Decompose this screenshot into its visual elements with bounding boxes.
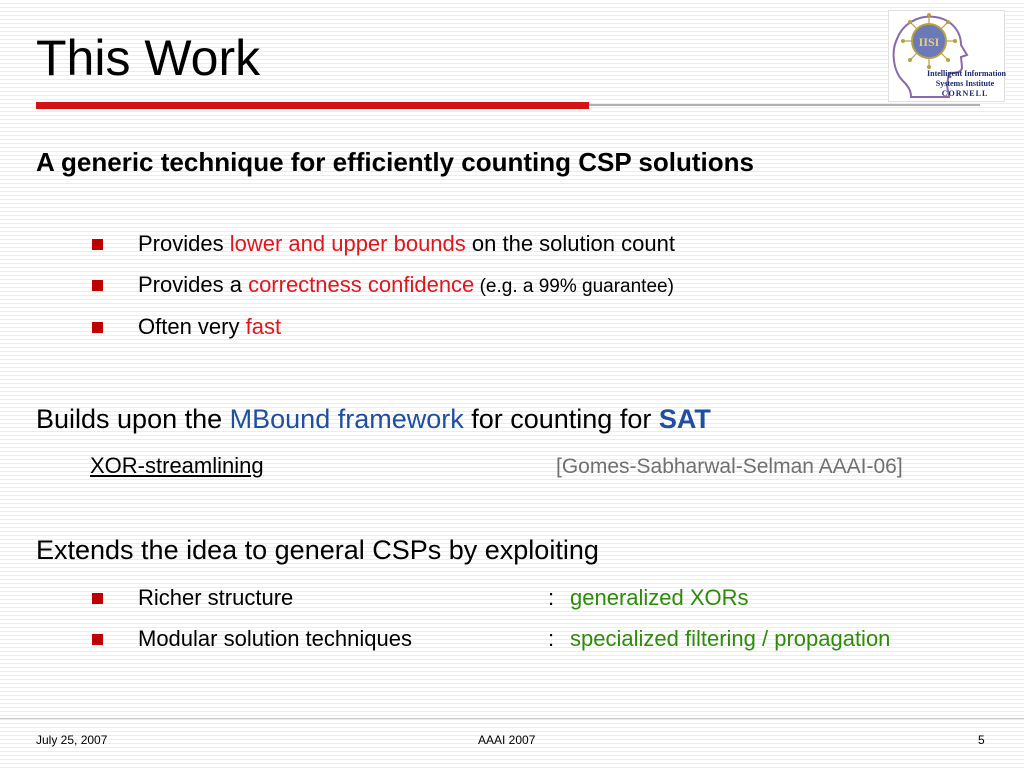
bullet-colon: : [548, 585, 555, 610]
bullet-colon: : [548, 626, 555, 651]
bullet-square-icon [92, 239, 103, 250]
footer-divider [0, 718, 1024, 719]
extends-line: Extends the idea to general CSPs by exploiting [36, 535, 599, 565]
bullet-square-icon [92, 280, 103, 291]
bullet-value: specialized filtering / propagation [570, 626, 891, 651]
title-rule-red [36, 102, 589, 109]
bullet-square-icon [92, 322, 103, 333]
bullet-value: generalized XORs [570, 585, 749, 610]
bullet-text: Provides lower and upper bounds on the solution count [138, 231, 675, 256]
bullet-text: Provides a correctness confidence (e.g. a 99% guarantee) [138, 272, 674, 297]
bullet-square-icon [92, 593, 103, 604]
footer-date: July 25, 2007 [36, 733, 108, 747]
logo-line-2: Systems Institute [935, 79, 995, 88]
logo-emblem-text: IISI [918, 35, 940, 49]
institute-logo [888, 10, 1005, 102]
xor-streamlining-label: XOR-streamlining [90, 453, 264, 478]
title-rule-gray [589, 104, 980, 106]
bullet-text: Often very fast [138, 314, 282, 339]
builds-upon-line: Builds upon the MBound framework for counting for SAT [36, 404, 711, 434]
section-heading: A generic technique for efficiently counting CSP solutions [36, 147, 754, 177]
slide-title: This Work [36, 30, 261, 86]
logo-line-3: CORNELL [941, 89, 989, 98]
footer-conference: AAAI 2007 [478, 733, 536, 747]
citation: [Gomes-Sabharwal-Selman AAAI-06] [556, 455, 903, 478]
bullet-label: Richer structure [138, 585, 294, 610]
footer-page-number: 5 [978, 733, 985, 747]
bullet-label: Modular solution techniques [138, 626, 412, 651]
bullet-square-icon [92, 634, 103, 645]
logo-line-1: Intelligent Information [927, 69, 1006, 78]
